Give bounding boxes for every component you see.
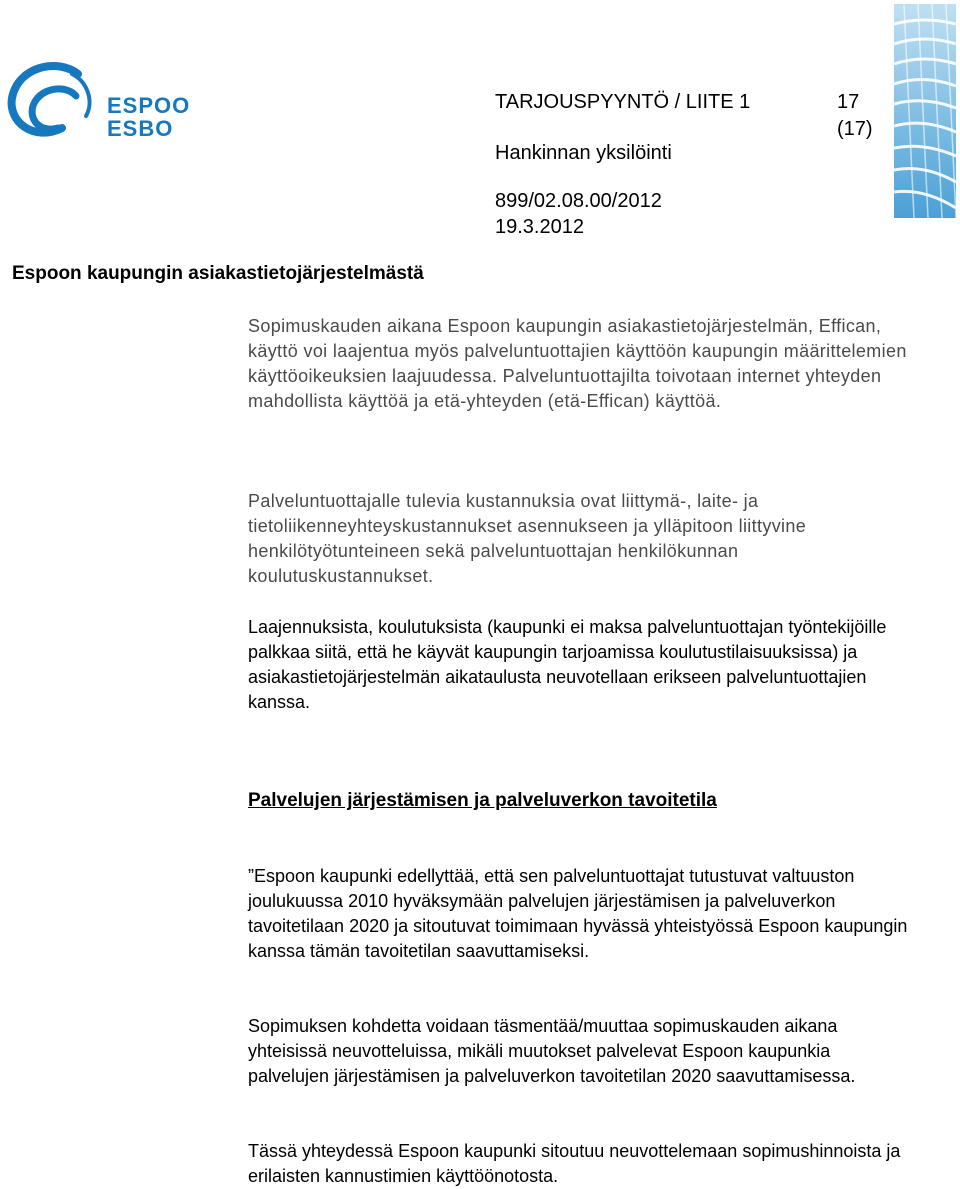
paragraph-training: Laajennuksista, koulutuksista (kaupunki ei maksa palveluntuottajan työntekijöille palkkaa siitä, että he käyvät kaupungin tarjoamissa koulutustilaisuuksissa) ja asiakastietojärjestelmän aikataulusta neuvotellaan erikseen palveluntuottajien kanssa. xyxy=(248,617,887,712)
reference-number: 899/02.08.00/2012 xyxy=(495,190,662,212)
espoo-logo xyxy=(6,56,196,156)
section-pre-heading: Espoon kaupungin asiakastietojärjestelmästä xyxy=(12,263,424,284)
paragraph-effica: Sopimuskauden aikana Espoon kaupungin asiakastietojärjestelmän, Effican, käyttö voi laajentua myös palveluntuottajien käyttöön kaupungin määrittelemien käyttöoikeuksien laajuudessa. Palveluntuottajilta toivotaan internet yhteyden mahdollista käyttöä ja etä-yhteyden (etä-Effican) käyttöä. xyxy=(248,316,907,411)
section-heading: Palvelujen järjestämisen ja palveluverkon tavoitetila xyxy=(248,790,717,811)
paragraph-pricing: Tässä yhteydessä Espoon kaupunki sitoutuu neuvottelemaan sopimushinnoista ja erilaisten kannustimien käyttöönotosta. xyxy=(248,1141,901,1186)
paragraph-service-network: ”Espoon kaupunki edellyttää, että sen palveluntuottajat tutustuvat valtuuston joulukuussa 2010 hyväksymään palvelujen järjestämisen ja palveluverkon tavoitetilaan 2020 ja sitoutuvat toimimaan hyvässä yhteistyössä Espoon kaupungin kanssa tämän tavoitetilan saavuttamiseksi. xyxy=(248,866,908,961)
page-number: 17 xyxy=(837,91,860,113)
page-total: (17) xyxy=(837,118,873,140)
logo-text-esbo: ESBO xyxy=(107,116,174,141)
document-title: TARJOUSPYYNTÖ / LIITE 1 xyxy=(495,91,751,113)
espoo-swirl-icon xyxy=(6,56,106,156)
paragraph-contract-scope: Sopimuksen kohdetta voidaan täsmentää/muuttaa sopimuskauden aikana yhteisissä neuvotteluissa, mikäli muutokset palvelevat Espoon kaupunkia palvelujen järjestämisen ja palveluverkon tavoitetilan 2020 saavuttamisessa. xyxy=(248,1016,856,1086)
logo-text-espoo: ESPOO xyxy=(107,93,191,118)
paragraph-costs: Palveluntuottajalle tulevia kustannuksia ovat liittymä-, laite- ja tietoliikenneyhteyskustannukset asennukseen ja ylläpitoon liittyvine henkilötyötunteineen sekä palveluntuottajan henkilökunnan koulutuskustannukset. xyxy=(248,491,807,586)
document-subtitle: Hankinnan yksilöinti xyxy=(495,142,672,164)
decorative-stripes-graphic xyxy=(894,4,956,218)
document-date: 19.3.2012 xyxy=(495,216,584,238)
